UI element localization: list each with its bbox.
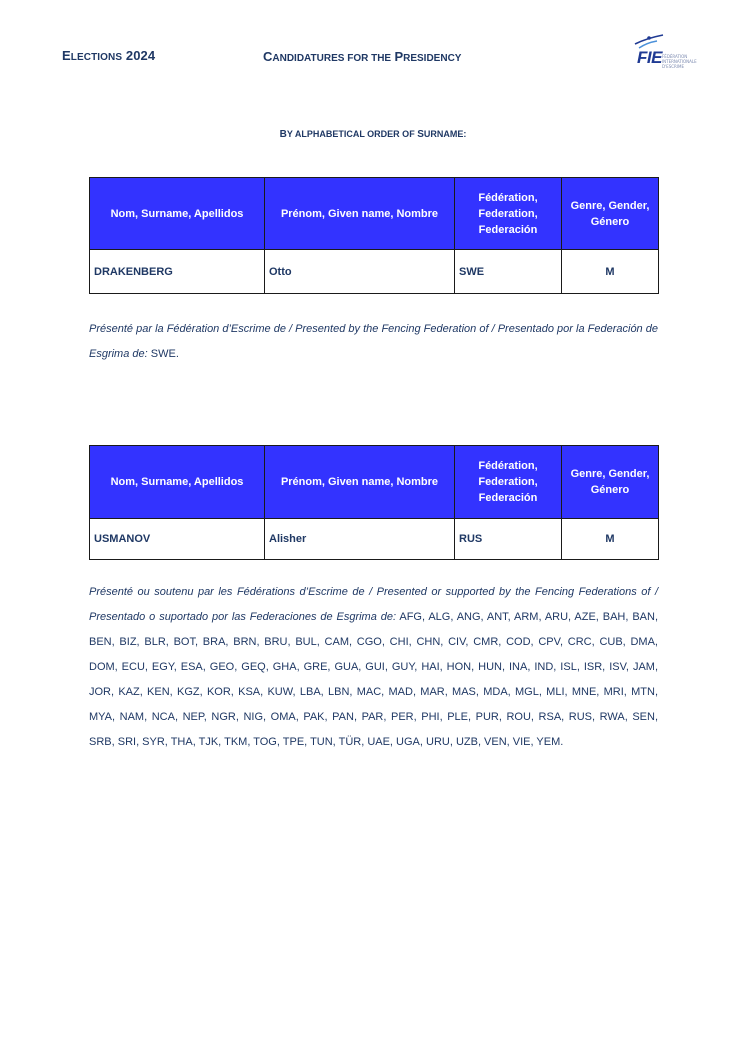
table-header-row [90,446,659,519]
header-federation-line-1: Fédération, [478,460,538,472]
header-given-name: Prénom, Given name, Nombre [265,178,455,250]
supporting-federations-list: AFG, ALG, ANG, ANT, ARM, ARU, AZE, BAH, BAN, BEN, BIZ, BLR, BOT, BRA, BRN, BRU, BUL, CAM, CGO, CHI, CHN, CIV, CMR, COD, CPV, CRC, CUB, DMA, DOM, ECU, EGY, ESA, GEO, GEQ, GHA, GRE, GUA, GUI, GUY, HAI, HON, HUN, INA, IND, ISL, ISR, ISV, JAM, JOR, KAZ, KEN, KGZ, KOR, KSA, KUW, LBA, LBN, MAC, MAD, MAR, MAS, MDA, MGL, MLI, MNE, MRI, MTN, MYA, NAM, NCA, NEP, NGR, NIG, OMA, PAK, PAN, PAR, PER, PHI, PLE, PUR, ROU, RSA, RUS, RWA, SEN, SRB, SRI, SYR, THA, TJK, TKM, TOG, TPE, TUN, TÜR, UAE, UGA, URU, UZB, VEN, VIE, YEM. [89,611,659,748]
cell-federation: RUS [455,519,562,560]
presented-paragraph-2 [89,580,658,755]
presented-text-1: Présenté par la Fédération d’Escrime de / Presented by the Fencing Federation of / Presentado por la Federación de Esgrima de: [89,323,658,360]
elections-year: 2024 [125,48,156,63]
header-gender [562,178,659,250]
header-federation-line-3: Federación [478,223,538,236]
candidate-table-1 [89,177,659,294]
elections-rest: LECTIONS [70,52,123,63]
elections-cap: E [62,48,71,63]
header-gender-line-2: Género [590,215,630,228]
subtitle-word-1: Y ALPHABETICAL ORDER OF [286,129,415,139]
header-federation-line-1: Fédération, [478,191,538,204]
elections-heading [62,48,155,63]
header-gender [562,446,659,519]
order-subtitle [0,129,746,140]
candidate-table-2 [89,445,659,560]
cell-given-name: Alisher [265,519,455,560]
header-federation [455,178,562,250]
header-federation-line-2: Federation, [478,207,538,220]
header-surname: Nom, Surname, Apellidos [90,178,265,250]
cell-gender: M [562,250,659,294]
cell-gender: M [562,519,659,560]
cell-surname: DRAKENBERG [90,250,265,294]
logo-line-1: FÉDÉRATION [662,54,688,59]
subtitle-word-2: URNAME: [423,129,467,139]
table-header-row [90,178,659,250]
logo-line-3: D'ESCRIME [662,64,684,69]
cell-federation: SWE [455,250,562,294]
title-word-2: RESIDENCY [403,53,462,64]
title-cap-2: P [394,49,404,64]
header-surname: Nom, Surname, Apellidos [90,446,265,519]
header-gender-line-1: Genre, Gender, [570,468,650,480]
title-cap-1: C [263,49,273,64]
subtitle-cap-1: B [279,129,287,140]
header-federation-line-3: Federación [478,492,538,504]
header-federation [455,446,562,519]
logo-line-2: INTERNATIONALE [662,59,697,64]
cell-given-name: Otto [265,250,455,294]
logo-subtext [662,54,706,69]
presented-paragraph-1 [89,317,658,367]
header-federation-line-2: Federation, [478,476,538,488]
fie-logo [627,32,707,70]
title-word-1: ANDIDATURES FOR THE [272,53,392,64]
table-row [90,250,659,294]
presented-by-1: SWE. [150,348,179,360]
cell-surname: USMANOV [90,519,265,560]
logo-text: FIE [637,48,662,67]
document-title [263,49,461,64]
header-gender-line-1: Genre, Gender, [570,199,650,212]
subtitle-cap-2: S [417,129,424,140]
presented-text-2: Présenté ou soutenu par les Fédérations d’Escrime de / Presented or supported by the Fencing Federations of / Presentado o suportado por las Federaciones de Esgrima de: [89,586,658,623]
table-row [90,519,659,560]
header-gender-line-2: Género [590,484,630,496]
header-given-name: Prénom, Given name, Nombre [265,446,455,519]
